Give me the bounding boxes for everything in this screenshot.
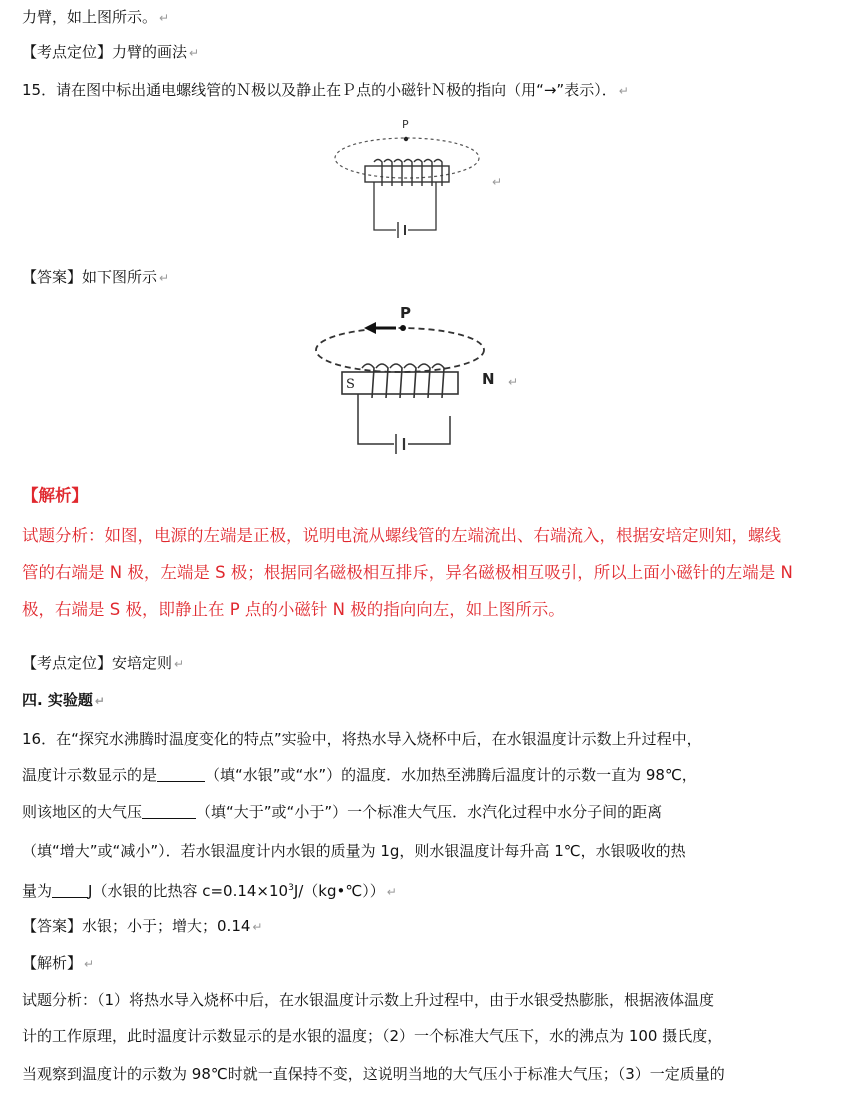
q16-line-2: 温度计示数显示的是 （填“水银”或“水”）的温度．水加热至沸腾后温度计的示数一直为 98℃， xyxy=(22,766,697,784)
return-mark-icon: ↵ xyxy=(618,84,629,98)
q16-line-5: 量为 J（水银的比热容 $c=0.14\times 10^3J/(kg•℃)$） ↵ xyxy=(22,882,397,900)
q16-analysis-line-3: 当观察到温度计的示数为 98℃时就一直保持不变，这说明当地的大气压小于标准大气压；（3）一定质量的 xyxy=(22,1065,725,1083)
prev-tail-text: 力臂，如上图所示。 ↵ xyxy=(22,8,170,26)
q15-analysis-title: 【解析】 xyxy=(22,486,88,505)
q16-answer: 【答案】水银；小于；增大；0.14 ↵ xyxy=(22,917,263,935)
answer-point-p-label: P xyxy=(400,304,411,322)
q15-answer-figure xyxy=(310,298,530,468)
return-mark-icon: ↵ xyxy=(94,694,105,708)
q16-analysis-title: 【解析】 ↵ xyxy=(22,954,95,972)
svg-text:↵: ↵ xyxy=(508,375,519,389)
return-mark-icon: ↵ xyxy=(159,11,170,25)
q15-kaodian: 【考点定位】安培定则 ↵ xyxy=(22,654,185,672)
q15-analysis-line-3: 极，右端是 S 极，即静止在 P 点的小磁针 N 极的指向向左，如上图所示。 xyxy=(22,600,565,619)
return-mark-icon: ↵ xyxy=(189,46,200,60)
q16-analysis-line-2: 计的工作原理，此时温度计示数显示的是水银的温度；（2）一个标准大气压下，水的沸点为 100 摄氏度， xyxy=(22,1027,723,1045)
return-mark-icon: ↵ xyxy=(174,657,185,671)
s-pole-label: S xyxy=(346,377,355,392)
q15-question: 15．请在图中标出通电螺线管的Ｎ极以及静止在Ｐ点的小磁针Ｎ极的指向（用“→”表示）． ↵ xyxy=(22,81,629,99)
prev-kaodian: 【考点定位】力臂的画法 ↵ xyxy=(22,43,200,61)
section-title: 四. 实验题 ↵ xyxy=(22,691,105,709)
blank-3 xyxy=(52,882,88,898)
compass-arrow-icon xyxy=(364,322,376,334)
return-mark-icon: ↵ xyxy=(84,957,95,971)
return-mark-icon: ↵ xyxy=(386,885,397,899)
q16-line-4: （填“增大”或“减小”）．若水银温度计内水银的质量为 1g，则水银温度计每升高 1℃，水银吸收的热 xyxy=(22,842,686,860)
svg-text:↵: ↵ xyxy=(492,175,503,189)
q16-line-3: 则该地区的大气压 （填“大于”或“小于”）一个标准大气压．水汽化过程中水分子间的距离 xyxy=(22,803,663,821)
return-mark-icon: ↵ xyxy=(252,920,263,934)
q15-analysis-line-2: 管的右端是 N 极，左端是 S 极；根据同名磁极相互排斥，异名磁极相互吸引，所以上面小磁针的左端是 N xyxy=(22,563,793,582)
blank-1 xyxy=(157,766,205,782)
q15-answer: 【答案】如下图所示 ↵ xyxy=(22,268,170,286)
q15-question-figure xyxy=(330,112,505,252)
q15-analysis-line-1: 试题分析：如图，电源的左端是正极，说明电流从螺线管的左端流出、右端流入，根据安培定则知，螺线 xyxy=(22,526,781,545)
point-p-label: P xyxy=(402,118,409,131)
blank-2 xyxy=(142,803,196,819)
return-mark-icon: ↵ xyxy=(159,271,170,285)
n-pole-label: N xyxy=(482,370,495,388)
q16-analysis-line-1: 试题分析：（1）将热水导入烧杯中后，在水银温度计示数上升过程中，由于水银受热膨胀，根据液体温度 xyxy=(22,991,715,1009)
q16-line-1: 16．在“探究水沸腾时温度变化的特点”实验中，将热水导入烧杯中后，在水银温度计示数上升过程中， xyxy=(22,730,702,748)
